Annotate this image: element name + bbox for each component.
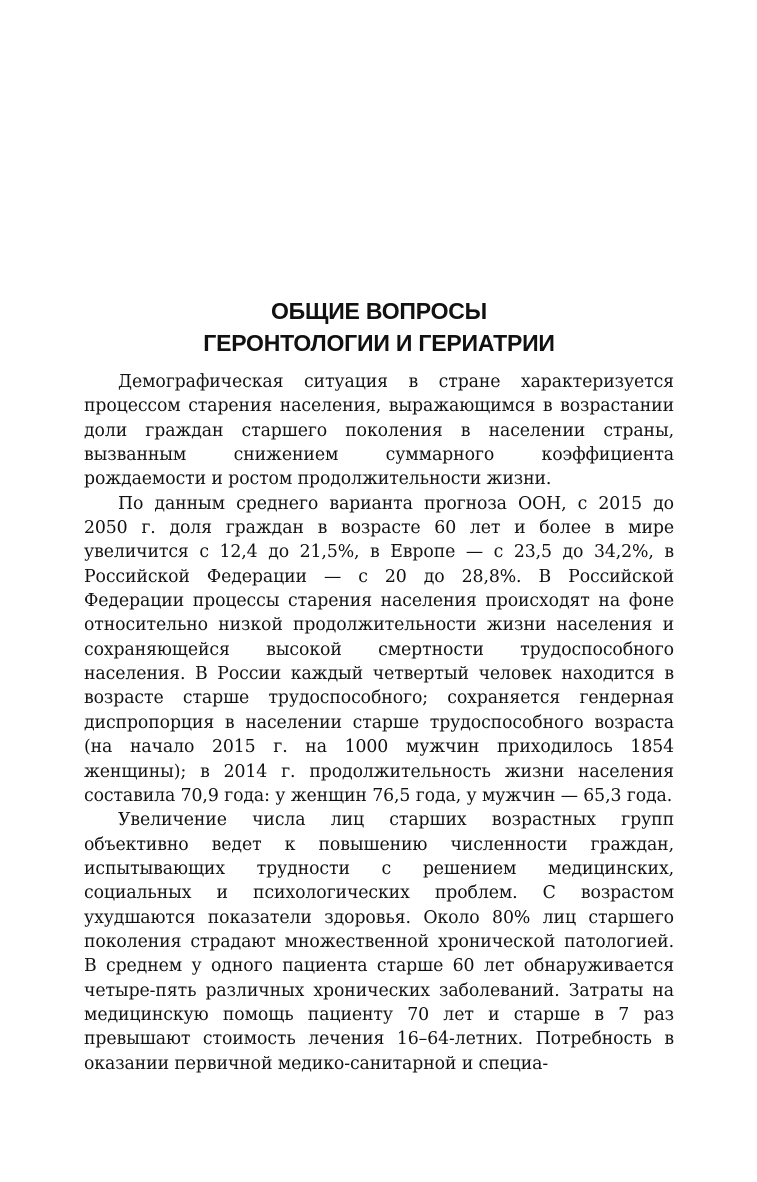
- chapter-title-line-2: ГЕРОНТОЛОГИИ И ГЕРИАТРИИ: [203, 330, 555, 356]
- paragraph-age-groups: Увеличение числа лиц старших возрастных групп объективно ведет к повышению численности граждан, испытывающих трудности с решением медицинских, социальных и психологических проблем. С возрастом ухудшаются показатели здоровья. Около 80% лиц старшего поколения страдают множественной хронической патологией. В среднем у одного пациента старше 60 лет обнаруживается четыре-пять различных хронических заболеваний. Затраты на медицинскую помощь пациенту 70 лет и старше в 7 раз превышают стоимость лечения 16–64-летних. Потребность в оказании первичной медико-санитарной и специа-: [84, 810, 674, 1074]
- chapter-title: [84, 295, 674, 359]
- paragraph-un-forecast: По данным среднего варианта прогноза ООН, с 2015 до 2050 г. доля граждан в возрасте 60 лет и более в мире увеличится с 12,4 до 21,5%, в Европе — с 23,5 до 34,2%, в Российской Федерации — с 20 до 28,8%. В Российской Федерации процессы старения населения происходят на фоне относительно низкой продолжительности жизни населения и сохраняющейся высокой смертности трудоспособного населения. В России каждый четвертый человек находится в возрасте старше трудоспособного; сохраняется гендерная диспропорция в населении старше трудоспособного возраста (на начало 2015 г. на 1000 мужчин приходилось 1854 женщины); в 2014 г. продолжительность жизни населения составила 70,9 года: у женщин 76,5 года, у мужчин — 65,3 года.: [84, 493, 674, 806]
- body-text: [84, 370, 674, 1076]
- paragraph-demographics: Демографическая ситуация в стране характеризуется процессом старения населения, выражающимся в возрастании доли граждан старшего поколения в населении страны, вызванным снижением суммарного коэффициента рождаемости и ростом продолжительности жизни.: [84, 372, 674, 490]
- chapter-title-line-1: ОБЩИЕ ВОПРОСЫ: [270, 298, 488, 324]
